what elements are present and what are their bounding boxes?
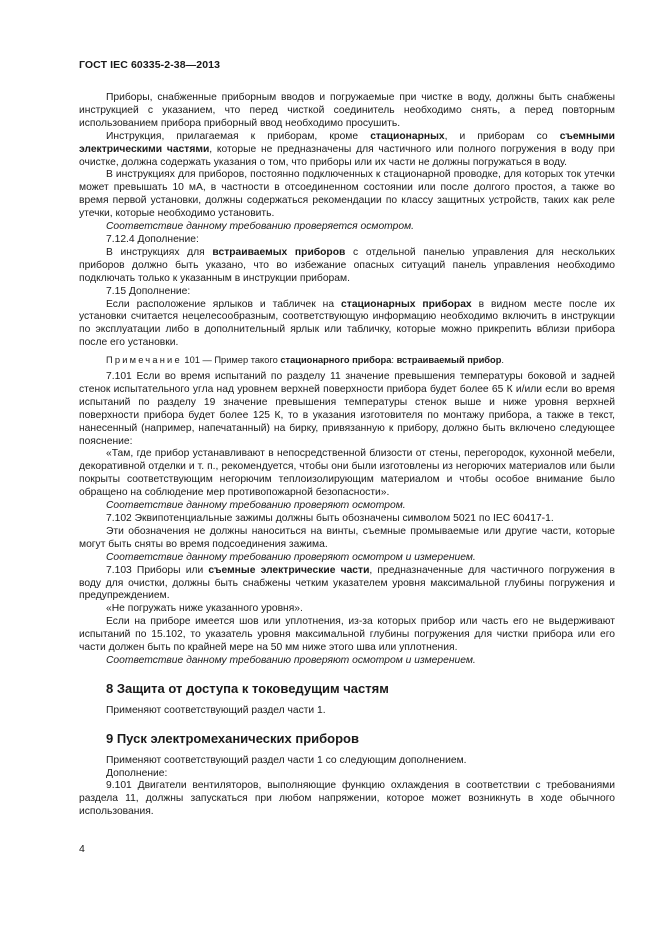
- paragraph: 7.101 Если во время испытаний по разделу 11 значение превышения температуры боковой и задней стенок испытательного угла над уровнем верхней поверхности прибора будет более 65 К и/или если во время испытаний по разделу 19 значение превышения температуры стенок выше и ниже уровня верхней поверхности прибора будет более 125 К, то в указания изготовителя по монтажу прибора, а также в текст, нанесенный (например, напечатанный) на бирку, привязанную к прибору, должно быть включено следующее пояснение:: [79, 371, 615, 447]
- text-run: с отдельной панелью управления для нескольких приборов должно быть указано, что во избежание опасных ситуаций панель управления необходимо подключать только к указанным в инструкции приборам.: [79, 246, 615, 284]
- note-label: Примечание: [106, 355, 182, 366]
- text-run: 101 — Пример такого: [181, 355, 281, 366]
- paragraph: В инструкциях для приборов, постоянно подключенных к стационарной проводке, для которых ток утечки может превышать 10 мА, в частности в отсоединенном состоянии или после долгого простоя, а также во время первой установки, должны содержаться рекомендации по классу защитных устройств, таких как реле утечки, которые необходимо установить.: [79, 169, 615, 220]
- text-run: Инструкция, прилагаемая к приборам, кроме: [106, 130, 371, 142]
- text-run: В инструкциях для: [106, 246, 213, 258]
- text-run: .: [501, 355, 504, 366]
- paragraph: Применяют соответствующий раздел части 1 со следующим дополнением.: [106, 754, 467, 766]
- paragraph: Применяют соответствующий раздел части 1.: [106, 704, 326, 716]
- paragraph: Эти обозначения не должны наноситься на винты, съемные промываемые или другие части, которые могут быть сняты во время подсоединения зажима.: [79, 525, 615, 550]
- clause-title: 7.15 Дополнение:: [106, 285, 191, 297]
- paragraph: [79, 131, 615, 170]
- document-body: [79, 92, 615, 819]
- text-run: Если расположение ярлыков и табличек на: [106, 298, 342, 310]
- text-run: , предназначенные для частичного погружения в воду для очистки, должны быть снабжены четким указателем уровня максимальной глубины погружения и предупреждением.: [79, 564, 616, 602]
- term-bold: встраиваемый прибор: [396, 355, 502, 366]
- quoted-text: «Там, где прибор устанавливают в непосредственной близости от стены, перегородок, кухонной мебели, декоративной отделки и т. п., рекомендуется, чтобы они были изготовлены из негорючих материалов или были покрыты соответствующим негорючим теплоизолирующим материалом и чтобы особое внимание было обращено на соблюдение мер противопожарной безопасности».: [79, 448, 615, 499]
- paragraph: [79, 299, 615, 351]
- text-run: :: [391, 355, 397, 366]
- clause-title: 7.12.4 Дополнение:: [106, 233, 199, 245]
- quoted-text: «Не погружать ниже указанного уровня».: [106, 603, 303, 615]
- paragraph: [79, 565, 615, 604]
- paragraph: Приборы, снабженные приборным вводов и погружаемые при чистке в воду, должны быть снабжены инструкцией с указанием, что перед чисткой соединитель необходимо снять, а перед повторным использованием прибора приборный ввод необходимо просушить.: [79, 92, 615, 129]
- section-9-heading: 9 Пуск электромеханических приборов: [106, 730, 359, 746]
- section-8-heading: 8 Защита от доступа к токоведущим частям: [106, 680, 389, 696]
- paragraph: 9.101 Двигатели вентиляторов, выполняющие функцию охлаждения в соответствии с требованиями раздела 11, должны запускаться при любом напряжении, которое может возникнуть в ходе обычного использования.: [79, 780, 615, 818]
- term-bold: съемными электрическими частями: [79, 130, 615, 155]
- page-number: 4: [79, 843, 85, 855]
- term-bold: съемные электрические части: [208, 564, 370, 576]
- text-run: в видном месте после их установки считается нецелесообразным, соответствующую информацию необходимо включить в инструкции по эксплуатации либо в дополнительный ярлык или табличку, которые можно прикрепить вблизи прибора после его установки.: [79, 298, 615, 349]
- compliance-note: Соответствие данному требованию проверяют осмотром.: [106, 500, 406, 512]
- term-bold: стационарного прибора: [280, 355, 392, 366]
- text-run: , и приборам со: [444, 130, 560, 142]
- document-header: ГОСТ IEC 60335-2-38—2013: [79, 59, 221, 71]
- term-bold: стационарных приборах: [341, 298, 472, 310]
- paragraph: [79, 247, 615, 286]
- term-bold: встраиваемых приборов: [212, 246, 346, 258]
- text-run: 7.103 Приборы или: [106, 564, 209, 576]
- note: [79, 354, 615, 367]
- compliance-note: Соответствие данному требованию проверяют осмотром и измерением.: [106, 654, 476, 666]
- text-run: , которые не предназначены для частичного или полного погружения в воду при очистке, должна содержать указания о том, что приборы или их части не должны погружаться в воду.: [79, 143, 616, 168]
- compliance-note: Соответствие данному требованию проверяют осмотром и измерением.: [106, 551, 476, 563]
- paragraph: 7.102 Эквипотенциальные зажимы должны быть обозначены символом 5021 по IEC 60417-1.: [106, 513, 554, 524]
- paragraph: Дополнение:: [106, 767, 168, 779]
- paragraph: Если на приборе имеется шов или уплотнения, из-за которых прибор или часть его не выдерживают испытаний по 15.102, то указатель уровня максимальной глубины погружения для чистки прибора или его части должен быть по крайней мере на 50 мм ниже этого шва или уплотнения.: [79, 616, 615, 654]
- term-bold: стационарных: [370, 130, 445, 142]
- compliance-note: Соответствие данному требованию проверяется осмотром.: [106, 221, 415, 233]
